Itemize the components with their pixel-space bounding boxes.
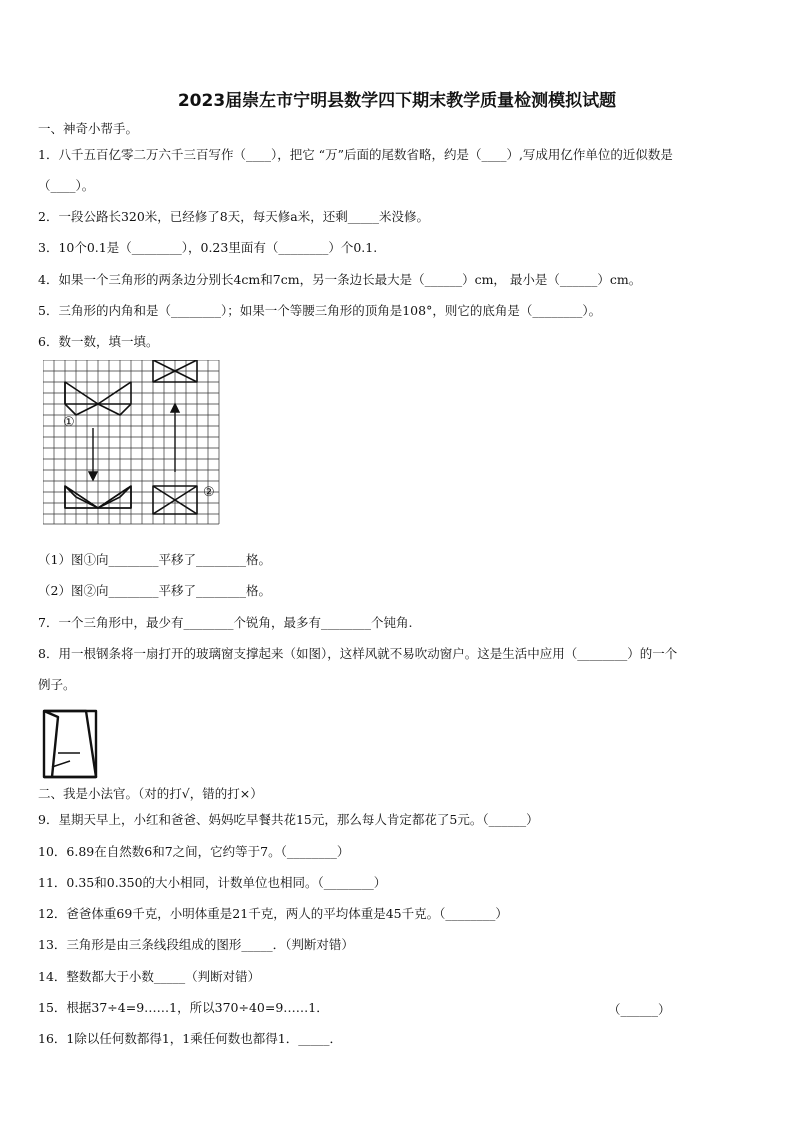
- question-14: 14．整数都大于小数_____（判断对错）: [38, 969, 261, 984]
- question-15-answer-paren: （______）: [608, 1002, 671, 1017]
- question-10: 10．6.89在自然数6和7之间，它约等于7。（________）: [38, 844, 350, 859]
- question-7: 7．一个三角形中，最少有________个锐角，最多有________个钝角.: [38, 615, 413, 630]
- figure-label-1: ①: [63, 415, 75, 430]
- translation-grid-figure: [43, 360, 221, 525]
- question-6: 6．数一数，填一填。: [38, 334, 159, 349]
- question-12: 12．爸爸体重69千克，小明体重是21千克，两人的平均体重是45千克。（________）: [38, 906, 508, 921]
- section-heading-2: 二、我是小法官。（对的打√，错的打×）: [38, 786, 263, 801]
- question-8-line-2: 例子。: [38, 677, 76, 692]
- section-heading-1: 一、神奇小帮手。: [38, 121, 139, 136]
- page-title: 2023届崇左市宁明县数学四下期末教学质量检测模拟试题: [177, 91, 617, 111]
- question-6-part-1: （1）图①向________平移了________格。: [38, 552, 271, 567]
- question-3: 3．10个0.1是（________），0.23里面有（________）个0.1.: [38, 240, 378, 255]
- question-15: 15．根据37÷4=9……1，所以370÷40=9……1．: [38, 1000, 329, 1015]
- question-1-line-2: （____）。: [38, 178, 95, 193]
- question-9: 9．星期天早上，小红和爸爸、妈妈吃早餐共花15元，那么每人肯定都花了5元。（______）: [38, 812, 539, 827]
- window-support-figure: [40, 707, 102, 781]
- question-4: 4．如果一个三角形的两条边分别长4cm和7cm，另一条边长最大是（______）cm， 最小是（______）cm。: [38, 272, 642, 287]
- question-16: 16．1除以任何数都得1，1乘任何数也都得1．_____．: [38, 1031, 342, 1046]
- question-1-line-1: 1．八千五百亿零二万六千三百写作（____），把它 “万”后面的尾数省略，约是（____）,写成用亿作单位的近似数是: [38, 147, 673, 162]
- question-11: 11．0.35和0.350的大小相同，计数单位也相同。（________）: [38, 875, 387, 890]
- question-8-line-1: 8．用一根钢条将一扇打开的玻璃窗支撑起来（如图），这样风就不易吹动窗户。这是生活中应用（________）的一个: [38, 646, 678, 661]
- question-5: 5．三角形的内角和是（________）；如果一个等腰三角形的顶角是108°，则它的底角是（________）。: [38, 303, 602, 318]
- question-6-part-2: （2）图②向________平移了________格。: [38, 583, 271, 598]
- question-2: 2．一段公路长320米，已经修了8天，每天修a米，还剩_____米没修。: [38, 209, 429, 224]
- question-13: 13．三角形是由三条线段组成的图形_____．（判断对错）: [38, 937, 354, 952]
- figure-label-2: ②: [203, 485, 215, 500]
